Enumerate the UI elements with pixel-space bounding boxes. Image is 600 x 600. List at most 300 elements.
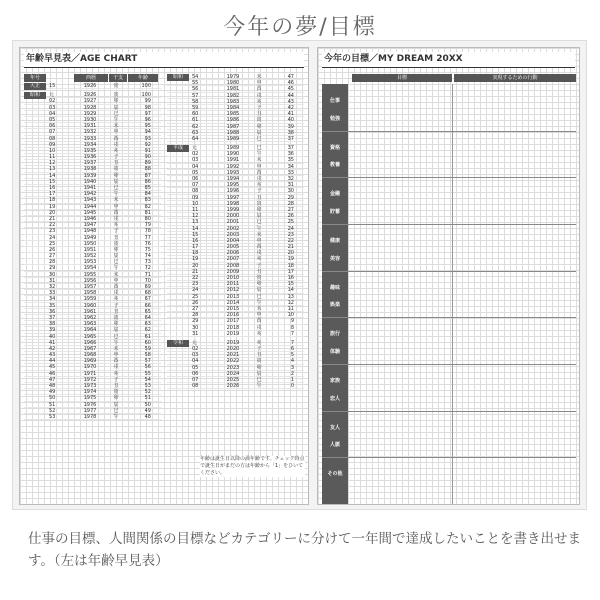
age-cell: 51 <box>49 401 56 408</box>
age-cell <box>24 303 47 308</box>
age-cell: 87 <box>144 172 151 179</box>
age-cell: 午 <box>113 339 119 346</box>
category-label: 金融 <box>329 191 340 198</box>
age-cell: 1992 <box>226 163 240 170</box>
age-cell: 05 <box>49 116 56 123</box>
age-cell: 2012 <box>226 287 240 294</box>
age-cell: 1959 <box>83 296 97 303</box>
age-cell <box>24 296 47 301</box>
age-cell: 2022 <box>226 358 240 365</box>
age-cell: 戌 <box>256 92 262 99</box>
age-cell <box>24 105 47 110</box>
age-cell <box>24 352 47 357</box>
age-cell <box>24 340 47 345</box>
age-cell: 寅 <box>256 200 262 207</box>
age-cell: 2021 <box>226 352 240 359</box>
age-cell <box>167 164 190 169</box>
age-cell: 巳 <box>256 377 262 383</box>
age-cell: 44 <box>49 358 56 365</box>
age-cell: 卯 <box>256 206 262 213</box>
age-cell: 03 <box>192 352 199 359</box>
age-cell: 47 <box>49 376 56 383</box>
age-cell: 37 <box>49 314 56 321</box>
age-cell <box>167 195 190 200</box>
age-cell: 79 <box>144 222 151 229</box>
age-cell: 酉 <box>256 169 262 176</box>
age-cell: 26 <box>49 246 56 253</box>
age-cell: 100 <box>141 92 151 99</box>
age-cell: 88 <box>144 166 151 173</box>
age-cell: 1965 <box>83 333 97 340</box>
age-cell <box>24 173 47 178</box>
age-cell: 2011 <box>226 281 240 288</box>
age-cell: 申 <box>113 352 119 359</box>
age-cell: 20 <box>287 250 294 257</box>
category-row-divider <box>348 411 576 412</box>
age-cell: 17 <box>49 191 56 198</box>
age-cell: 丑 <box>256 194 262 201</box>
age-cell: 49 <box>144 407 151 414</box>
age-cell: 酉 <box>113 135 119 142</box>
age-cell: 1926 <box>83 92 97 99</box>
age-cell: 54 <box>144 376 151 383</box>
age-cell: 巳 <box>113 259 119 266</box>
age-cell <box>24 241 47 246</box>
category-label: 友人 <box>329 424 340 431</box>
age-cell: 2014 <box>226 299 240 306</box>
age-chart-column-1 <box>24 74 161 423</box>
age-cell: 20 <box>49 209 56 216</box>
age-cell: 卯 <box>256 364 262 371</box>
age-cell <box>167 287 190 292</box>
age-cell: 62 <box>144 327 151 334</box>
age-cell <box>24 383 47 388</box>
age-chart-col-header: 年齢 <box>128 74 158 82</box>
category-divider <box>322 411 348 412</box>
age-cell <box>24 371 47 376</box>
age-cell: 43 <box>287 98 294 105</box>
age-cell: 1987 <box>226 123 240 130</box>
age-cell: 12 <box>192 213 199 220</box>
age-cell: 未 <box>113 123 119 130</box>
age-cell <box>167 256 190 261</box>
age-cell: 1958 <box>83 290 97 297</box>
age-cell: 56 <box>192 86 199 93</box>
category-label: 貯蓄 <box>329 209 340 216</box>
age-cell: 戌 <box>256 250 262 257</box>
age-cell: 卯 <box>113 395 119 402</box>
column-divider <box>452 84 453 504</box>
age-cell: 卯 <box>113 172 119 179</box>
age-cell <box>167 281 190 286</box>
age-cell: 申 <box>256 237 262 244</box>
age-cell <box>167 99 190 104</box>
age-cell: 1977 <box>83 407 97 414</box>
age-cell <box>24 395 47 400</box>
age-cell <box>24 191 47 196</box>
age-cell <box>167 213 190 218</box>
category-label: 趣味 <box>329 284 340 291</box>
age-cell: 33 <box>49 290 56 297</box>
age-cell <box>24 197 47 202</box>
age-cell: 1932 <box>83 129 97 136</box>
age-cell: 寅 <box>256 275 262 281</box>
age-cell: 2006 <box>226 250 240 257</box>
age-cell <box>167 117 190 122</box>
age-cell: 2001 <box>226 219 240 226</box>
age-cell: 1955 <box>83 271 97 278</box>
age-cell <box>24 284 47 289</box>
age-cell: 15 <box>287 281 294 288</box>
age-cell: 巳 <box>256 145 262 152</box>
age-cell: 36 <box>49 308 56 315</box>
age-cell: 59 <box>192 104 199 111</box>
age-cell: 32 <box>49 284 56 290</box>
age-cell <box>167 275 190 280</box>
age-cell: 24 <box>49 234 56 241</box>
age-cell: 1937 <box>83 160 97 167</box>
category-label: 教養 <box>329 162 340 169</box>
age-cell: 1928 <box>83 104 97 111</box>
age-cell: 亥 <box>256 182 262 189</box>
age-cell: 1991 <box>226 157 240 164</box>
age-cell: 27 <box>192 305 199 312</box>
age-cell: 1948 <box>83 228 97 235</box>
age-cell <box>167 238 190 243</box>
category-label: 家族 <box>329 378 340 385</box>
age-cell: 34 <box>49 296 56 303</box>
age-cell: 1935 <box>83 147 97 154</box>
age-cell <box>167 105 190 110</box>
age-cell: 99 <box>144 98 151 105</box>
age-cell: 37 <box>287 145 294 152</box>
age-cell: 1964 <box>83 327 97 334</box>
category-row-divider <box>348 224 576 225</box>
age-cell <box>167 157 190 162</box>
age-cell: 49 <box>49 389 56 396</box>
age-cell <box>167 182 190 187</box>
age-cell: 93 <box>144 135 151 142</box>
age-cell: 74 <box>144 253 151 260</box>
age-cell: 07 <box>192 377 199 383</box>
age-cell: 42 <box>287 104 294 111</box>
age-cell: 巳 <box>256 135 262 142</box>
age-cell: 20 <box>192 262 199 269</box>
age-cell: 46 <box>49 370 56 377</box>
age-cell: 2019 <box>226 339 240 346</box>
age-cell: 戌 <box>113 364 119 371</box>
category-label: 人脈 <box>329 442 340 449</box>
age-cell: 1951 <box>83 246 97 253</box>
age-cell: 1990 <box>226 151 240 158</box>
age-cell: 15 <box>49 83 56 89</box>
age-cell: 35 <box>49 302 56 309</box>
age-cell: 1942 <box>83 191 97 198</box>
age-cell <box>167 294 190 299</box>
age-cell: 32 <box>287 176 294 182</box>
age-cell: 1949 <box>83 234 97 241</box>
category-row-divider <box>348 364 576 365</box>
age-cell: 1996 <box>226 188 240 195</box>
age-cell: 4 <box>290 358 294 365</box>
age-cell <box>167 383 190 388</box>
age-cell: 未 <box>256 74 262 80</box>
age-cell: 卯 <box>256 281 262 288</box>
age-cell: 16 <box>192 237 199 244</box>
age-cell: 70 <box>144 277 151 284</box>
age-cell <box>24 346 47 351</box>
age-cell <box>167 219 190 224</box>
age-cell: 13 <box>287 293 294 300</box>
age-cell: 38 <box>287 129 294 136</box>
age-cell: 72 <box>144 265 151 272</box>
age-cell: 1974 <box>83 389 97 396</box>
age-cell: 67 <box>144 296 151 303</box>
age-cell: 巳 <box>113 407 119 414</box>
age-cell: 52 <box>49 407 56 414</box>
age-cell: 96 <box>144 116 151 123</box>
age-cell: 8 <box>290 324 294 331</box>
age-cell: 1940 <box>83 178 97 185</box>
age-cell: 28 <box>287 200 294 207</box>
age-cell: 2026 <box>226 383 240 390</box>
category-divider <box>322 224 348 225</box>
age-cell: 寅 <box>113 166 119 173</box>
age-cell: 24 <box>192 287 199 294</box>
age-cell <box>167 269 190 274</box>
age-cell: 07 <box>192 182 199 189</box>
era-block <box>24 92 161 420</box>
age-cell: 47 <box>287 74 294 80</box>
age-cell: 2020 <box>226 346 240 353</box>
age-cell: 22 <box>49 222 56 229</box>
era-label: 平成 <box>167 145 189 152</box>
age-chart-col-headers <box>24 74 161 82</box>
age-cell: 元 <box>192 145 198 152</box>
age-cell: 1930 <box>83 116 97 123</box>
age-cell: 86 <box>144 178 151 185</box>
age-cell: 1933 <box>83 135 97 142</box>
age-cell <box>24 129 47 134</box>
age-cell: 40 <box>49 333 56 340</box>
goal-column-header: 目標 <box>352 74 452 82</box>
age-cell: 23 <box>287 231 294 238</box>
age-cell: 9 <box>290 318 294 325</box>
age-cell: 亥 <box>113 147 119 154</box>
age-cell: 辰 <box>256 129 262 136</box>
category-label: 恋人 <box>329 395 340 402</box>
age-cell <box>167 331 190 336</box>
category-row-divider <box>348 271 576 272</box>
age-cell: 1 <box>290 377 294 383</box>
category-label: 資格 <box>329 144 340 151</box>
age-cell: 戌 <box>256 324 262 331</box>
age-cell: 52 <box>144 389 151 396</box>
age-cell: 18 <box>287 262 294 269</box>
age-cell: 26 <box>192 299 199 306</box>
age-cell: 1929 <box>83 110 97 117</box>
age-cell: 1980 <box>226 80 240 87</box>
age-cell: 巳 <box>113 110 119 117</box>
age-cell: 1989 <box>226 145 240 152</box>
category-label: 美容 <box>329 255 340 262</box>
age-cell <box>24 408 47 413</box>
age-cell: 15 <box>49 178 56 185</box>
age-cell: 2016 <box>226 312 240 319</box>
age-cell: 子 <box>256 188 262 195</box>
age-cell: 80 <box>144 215 151 222</box>
age-cell: 1984 <box>226 104 240 111</box>
age-cell: 05 <box>192 364 199 371</box>
age-cell: 12 <box>49 160 56 167</box>
age-cell: 22 <box>287 237 294 244</box>
age-cell: 1982 <box>226 92 240 99</box>
age-cell: 73 <box>144 259 151 266</box>
age-cell: 2003 <box>226 231 240 238</box>
age-cell: 97 <box>144 110 151 117</box>
age-cell: 寅 <box>113 92 119 99</box>
age-cell: 64 <box>192 135 199 142</box>
age-cell: 寅 <box>113 83 119 89</box>
age-cell: 57 <box>192 92 199 99</box>
age-cell: 02 <box>49 98 56 105</box>
age-cell <box>24 216 47 221</box>
age-cell: 14 <box>49 172 56 179</box>
age-cell: 丑 <box>113 383 119 389</box>
age-cell: 1954 <box>83 265 97 272</box>
age-cell <box>167 226 190 231</box>
age-cell: 辰 <box>256 213 262 220</box>
age-cell: 1952 <box>83 253 97 260</box>
age-cell: 38 <box>49 321 56 328</box>
age-chart-col-header: 西暦 <box>74 74 108 82</box>
age-cell: 2015 <box>226 305 240 312</box>
age-cell: 1926 <box>83 83 97 89</box>
age-cell: 未 <box>113 197 119 204</box>
age-cell: 酉 <box>256 318 262 325</box>
age-cell: 元 <box>49 92 55 99</box>
age-cell: 2025 <box>226 377 240 383</box>
age-cell <box>167 170 190 175</box>
age-cell: 48 <box>49 383 56 389</box>
age-cell: 59 <box>144 345 151 352</box>
age-chart-header: 年齢早見表／AGE CHART <box>24 52 304 68</box>
age-row <box>167 383 304 389</box>
age-cell: 84 <box>144 191 151 198</box>
age-cell: 5 <box>290 352 294 359</box>
age-cell: 14 <box>287 287 294 294</box>
age-cell <box>24 228 47 233</box>
age-cell: 申 <box>256 80 262 87</box>
age-cell: 83 <box>144 197 151 204</box>
age-cell: 27 <box>49 253 56 260</box>
age-cell: 1945 <box>83 209 97 216</box>
age-cell: 11 <box>192 206 199 213</box>
age-cell: 1973 <box>83 383 97 389</box>
age-cell: 18 <box>49 197 56 204</box>
age-cell: 31 <box>49 277 56 284</box>
age-cell: 1961 <box>83 308 97 315</box>
age-cell: 1999 <box>226 206 240 213</box>
age-cell: 戌 <box>256 176 262 182</box>
age-cell: 25 <box>49 240 56 247</box>
age-cell: 25 <box>287 219 294 226</box>
age-cell: 12 <box>287 299 294 306</box>
age-cell: 戌 <box>113 215 119 222</box>
age-cell: 54 <box>192 74 199 80</box>
age-cell: 43 <box>49 352 56 359</box>
age-cell <box>167 188 190 193</box>
age-cell: 卯 <box>113 321 119 328</box>
caption-text: 仕事の目標、人間関係の目標などカテゴリーに分けて一年間で達成したいことを書き出せます。（左は年齢早見表） <box>28 531 581 569</box>
age-cell: 81 <box>144 209 151 216</box>
age-cell: 7 <box>290 330 294 337</box>
age-cell: 10 <box>192 200 199 207</box>
age-cell: 13 <box>192 219 199 226</box>
age-cell: 子 <box>113 376 119 383</box>
age-cell <box>24 154 47 159</box>
age-cell: 30 <box>287 188 294 195</box>
age-cell <box>167 250 190 255</box>
age-cell: 10 <box>49 147 56 154</box>
age-cell: 40 <box>287 117 294 124</box>
era-block <box>167 145 304 337</box>
age-cell: 卯 <box>113 98 119 105</box>
notebook-spread <box>12 40 587 510</box>
age-cell <box>167 136 190 141</box>
age-cell: 未 <box>256 157 262 164</box>
age-cell: 89 <box>144 160 151 167</box>
age-cell <box>167 201 190 206</box>
age-cell <box>24 185 47 190</box>
age-cell: 1997 <box>226 194 240 201</box>
age-cell <box>24 414 47 419</box>
my-dream-page <box>317 47 580 505</box>
age-cell: 08 <box>192 383 199 390</box>
age-cell: 卯 <box>256 123 262 130</box>
age-cell: 午 <box>256 151 262 158</box>
age-cell: 71 <box>144 271 151 278</box>
age-cell: 37 <box>287 135 294 142</box>
age-cell: 18 <box>192 250 199 257</box>
age-cell: 07 <box>49 129 56 136</box>
age-cell: 23 <box>49 228 56 235</box>
age-cell: 1966 <box>83 339 97 346</box>
age-cell: 04 <box>192 163 199 170</box>
age-cell: 2004 <box>226 237 240 244</box>
age-cell <box>167 312 190 317</box>
age-cell: 1939 <box>83 172 97 179</box>
age-cell <box>167 352 190 357</box>
age-cell <box>24 210 47 215</box>
age-cell: 50 <box>144 401 151 408</box>
age-cell: 28 <box>49 259 56 266</box>
age-cell: 16 <box>49 185 56 191</box>
age-cell: 子 <box>256 104 262 111</box>
age-cell: 33 <box>287 169 294 176</box>
age-cell: 44 <box>287 92 294 99</box>
age-cell: 午 <box>113 116 119 123</box>
category-row-divider <box>348 131 576 132</box>
age-cell: 1981 <box>226 86 240 93</box>
age-cell: 16 <box>287 275 294 281</box>
age-cell: 02 <box>192 346 199 353</box>
category-divider <box>322 271 348 272</box>
age-cell <box>24 265 47 270</box>
age-cell: 1998 <box>226 200 240 207</box>
age-cell: 39 <box>287 123 294 130</box>
age-cell: 11 <box>49 154 56 161</box>
